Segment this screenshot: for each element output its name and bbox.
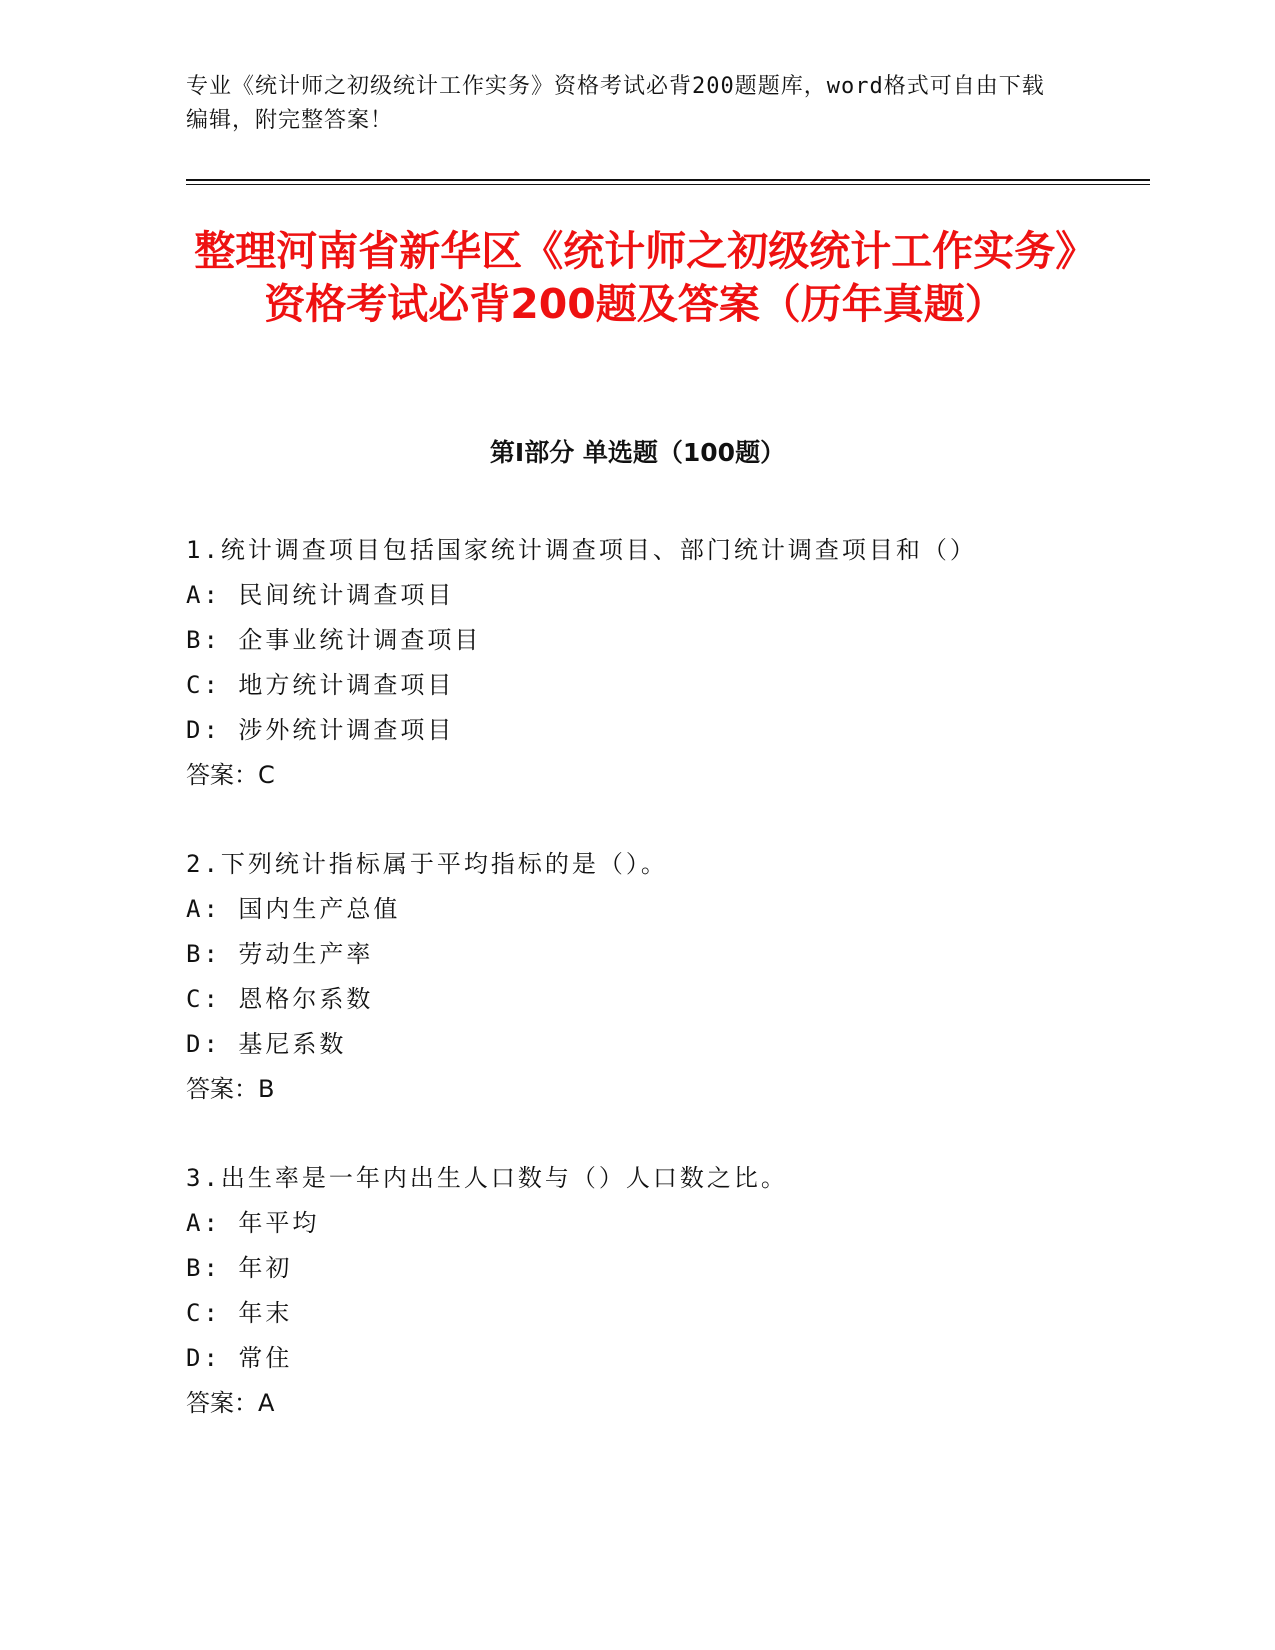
- answer: 答案：C: [186, 761, 275, 789]
- option-d: D: 涉外统计调查项目: [186, 716, 455, 744]
- option-c: C: 恩格尔系数: [186, 985, 374, 1013]
- question-3: [186, 1156, 1146, 1426]
- header-note: 专业《统计师之初级统计工作实务》资格考试必背200题题库，word格式可自由下载编辑，附完整答案！: [186, 74, 1045, 133]
- question-stem: 1.统计调查项目包括国家统计调查项目、部门统计调查项目和（）: [186, 536, 977, 564]
- option-a: A: 国内生产总值: [186, 895, 401, 923]
- option-b: B: 年初: [186, 1254, 293, 1282]
- question-1: [186, 528, 1146, 798]
- option-c: C: 地方统计调查项目: [186, 671, 455, 699]
- option-d: D: 基尼系数: [186, 1030, 347, 1058]
- option-b: B: 劳动生产率: [186, 940, 374, 968]
- question-list: [186, 528, 1146, 1470]
- option-c: C: 年末: [186, 1299, 293, 1327]
- document-title: 整理河南省新华区《统计师之初级统计工作实务》资格考试必背200题及答案（历年真题）: [194, 227, 1076, 328]
- section-title: 第Ⅰ部分 单选题（100题）: [489, 438, 786, 467]
- header-rule-thick: [186, 179, 1150, 181]
- answer: 答案：B: [186, 1075, 275, 1103]
- option-a: A: 民间统计调查项目: [186, 581, 455, 609]
- option-a: A: 年平均: [186, 1209, 320, 1237]
- option-d: D: 常住: [186, 1344, 293, 1372]
- question-stem: 3.出生率是一年内出生人口数与（）人口数之比。: [186, 1164, 788, 1192]
- question-2: [186, 842, 1146, 1112]
- answer: 答案：A: [186, 1389, 275, 1417]
- header-rule-thin: [186, 184, 1150, 185]
- option-b: B: 企事业统计调查项目: [186, 626, 482, 654]
- question-stem: 2.下列统计指标属于平均指标的是（）。: [186, 850, 668, 878]
